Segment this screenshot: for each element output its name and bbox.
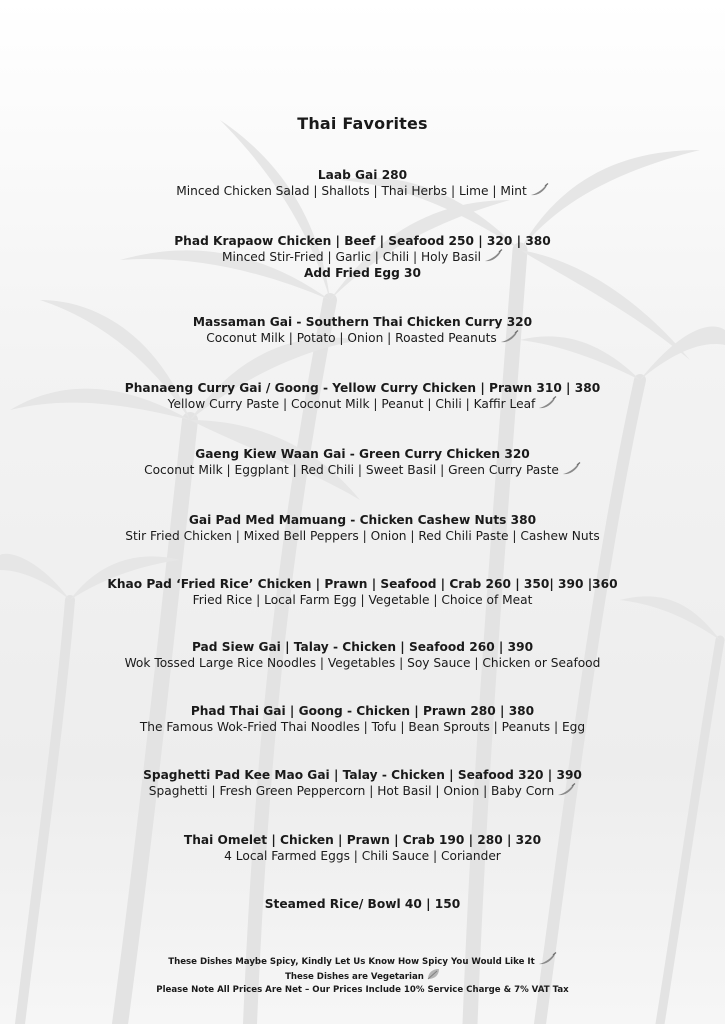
item-desc: Coconut Milk | Potato | Onion | Roasted Peanuts — [0, 330, 725, 346]
chili-icon — [483, 249, 503, 263]
footer-vegetarian-note: These Dishes are Vegetarian — [0, 968, 725, 983]
item-name: Khao Pad ‘Fried Rice’ Chicken | Prawn | Seafood | Crab 260 | 350| 390 |360 — [107, 577, 618, 591]
item-name: Phanaeng Curry Gai / Goong - Yellow Curry Chicken | Prawn 310 | 380 — [124, 381, 601, 395]
footer-spicy-note: These Dishes Maybe Spicy, Kindly Let Us Know How Spicy You Would Like It — [0, 952, 725, 968]
chili-icon — [537, 952, 557, 966]
chili-icon — [537, 396, 557, 410]
item-name: Laab Gai 280 — [317, 168, 408, 182]
item-name: Phad Krapaow Chicken | Beef | Seafood 250 | 320 | 380 — [174, 234, 551, 248]
item-desc: Coconut Milk | Eggplant | Red Chili | Sweet Basil | Green Curry Paste — [0, 462, 725, 478]
menu-item-laab-gai — [0, 167, 725, 199]
item-desc: Yellow Curry Paste | Coconut Milk | Peanut | Chili | Kaffir Leaf — [0, 396, 725, 412]
section-title: Thai Favorites — [297, 114, 428, 133]
chili-icon — [529, 183, 549, 197]
menu-item-fried-rice — [0, 576, 725, 608]
menu-item-spaghetti-kee-mao — [0, 767, 725, 799]
menu-item-phad-krapaow — [0, 233, 725, 281]
item-desc: Spaghetti | Fresh Green Peppercorn | Hot Basil | Onion | Baby Corn — [0, 783, 725, 799]
item-desc: Fried Rice | Local Farm Egg | Vegetable | Choice of Meat — [192, 593, 533, 607]
chili-icon — [561, 462, 581, 476]
item-desc: Wok Tossed Large Rice Noodles | Vegetables | Soy Sauce | Chicken or Seafood — [124, 656, 601, 670]
menu-item-phad-thai — [0, 703, 725, 735]
item-desc: Minced Chicken Salad | Shallots | Thai Herbs | Lime | Mint — [0, 183, 725, 199]
menu-item-pad-siew — [0, 639, 725, 671]
item-addon: Add Fried Egg 30 — [303, 266, 422, 280]
item-name: Thai Omelet | Chicken | Prawn | Crab 190 | 280 | 320 — [183, 833, 542, 847]
item-name: Gaeng Kiew Waan Gai - Green Curry Chicken 320 — [195, 447, 530, 461]
menu-item-phanaeng-curry — [0, 380, 725, 412]
item-desc: Minced Stir-Fried | Garlic | Chili | Holy Basil — [0, 249, 725, 265]
menu-item-steamed-rice — [0, 896, 725, 912]
item-name: Gai Pad Med Mamuang - Chicken Cashew Nuts 380 — [188, 513, 537, 527]
chili-icon — [556, 783, 576, 797]
item-name: Spaghetti Pad Kee Mao Gai | Talay - Chicken | Seafood 320 | 390 — [143, 768, 582, 782]
menu-item-cashew-nuts — [0, 512, 725, 544]
menu-item-massaman-gai — [0, 314, 725, 346]
item-desc: Stir Fried Chicken | Mixed Bell Peppers | Onion | Red Chili Paste | Cashew Nuts — [125, 529, 600, 543]
footer-price-note: Please Note All Prices Are Net – Our Prices Include 10% Service Charge & 7% VAT Tax — [156, 985, 569, 995]
item-name: Phad Thai Gai | Goong - Chicken | Prawn 280 | 380 — [190, 704, 535, 718]
menu-item-green-curry — [0, 446, 725, 478]
menu-item-thai-omelet — [0, 832, 725, 864]
item-desc: The Famous Wok-Fried Thai Noodles | Tofu | Bean Sprouts | Peanuts | Egg — [139, 720, 586, 734]
item-name: Steamed Rice/ Bowl 40 | 150 — [264, 897, 461, 911]
leaf-icon — [427, 968, 440, 980]
item-name: Pad Siew Gai | Talay - Chicken | Seafood 260 | 390 — [191, 640, 534, 654]
item-desc: 4 Local Farmed Eggs | Chili Sauce | Coriander — [224, 849, 501, 863]
chili-icon — [499, 330, 519, 344]
item-name: Massaman Gai - Southern Thai Chicken Curry 320 — [192, 315, 533, 329]
